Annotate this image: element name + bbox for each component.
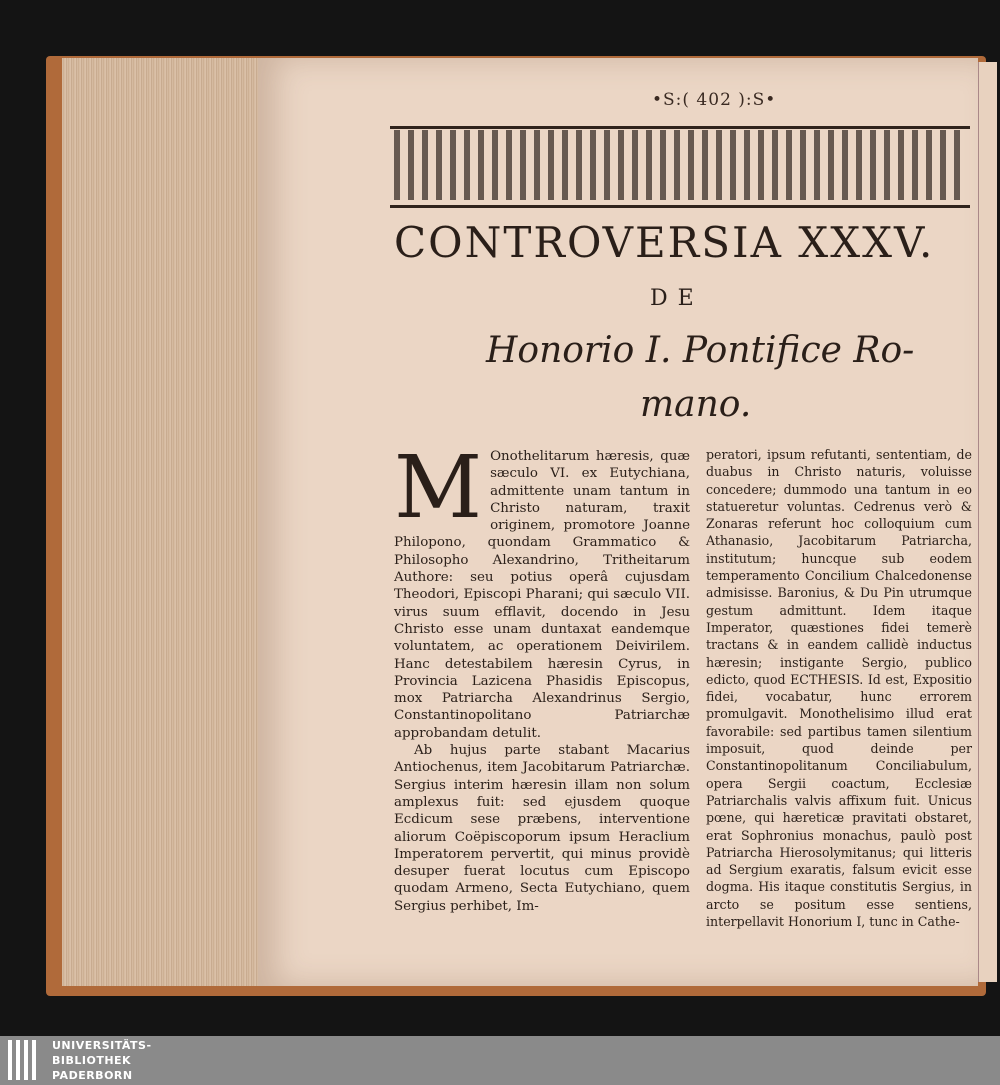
drop-cap: M — [394, 438, 483, 538]
library-logo-icon — [8, 1040, 42, 1080]
paragraph — [394, 438, 690, 742]
library-footer — [0, 1036, 1000, 1085]
paragraph: Ab hujus parte stabant Macarius Antiochenus, item Jacobitarum Patriarchæ. Sergius interim hæresin illam non solum amplexus fuit: sed ejusdem quoque Ecdicum sese præbens, interventione aliorum Coëpiscoporum ipsum Heraclium Imperatorem pervertit, qui minus providè desuper fuerat locutus cum Episcopo quodam Armeno, Secta Eutychiano, quem Sergius perhibet, Im- — [394, 743, 690, 914]
library-name-line2: BIBLIOTHEK — [52, 1054, 132, 1067]
paragraph-text: Onothelitarum hæresis, quæ sæculo VI. ex Eutychiana, admittente unam tantum in Christo naturam, traxit originem, promotore Joanne Philopono, quondam Grammatico & Philosopho Alexandrino, Tritheitarum Authore: seu potius operâ cujusdam Theodori, Episcopi Pharani; qui sæculo VII. virus suum efflavit, docendo in Jesu Christo esse unam duntaxat eandemque voluntatem, ac operationem Deivirilem. Hanc detestabilem hæresin Cyrus, in Provincia Lazicena Phasidis Episcopus, mox Patriarcha Alexandrinus Sergio, Constantinopolitano Patriarchæ approbandam detulit. — [394, 449, 690, 741]
chapter-de: DE — [650, 286, 704, 311]
chapter-subtitle-line2: mano. — [640, 384, 752, 425]
chapter-title: CONTROVERSIA XXXV. — [394, 218, 935, 267]
text-column-left — [394, 438, 690, 915]
page-number: •S:( 402 ):S• — [652, 90, 777, 110]
chapter-subtitle-line1: Honorio I. Pontifice Ro- — [486, 330, 915, 371]
page-block-edge — [62, 58, 276, 986]
next-page-edge — [978, 62, 997, 982]
text-column-right — [706, 446, 972, 930]
library-name-line1: UNIVERSITÄTS- — [52, 1039, 152, 1052]
library-name-line3: PADERBORN — [52, 1069, 133, 1082]
decorative-ornament-band — [394, 130, 968, 200]
paragraph: peratori, ipsum refutanti, sententiam, de duabus in Christo naturis, voluisse concedere; dummodo una tantum in eo statueretur voluntas. Cedrenus verò & Zonaras referunt hoc colloquium cum Athanasio, Jacobitarum Patriarcha, institutum; huncque sub eodem temperamento Concilium Chalcedonense admisisse. Baronius, & Du Pin utrumque gestum admittunt. Idem itaque Imperator, quæstiones fidei temerè tractans & in eandem callidè inductus hæresin; instigante Sergio, publico edicto, quod ECTHESIS. Id est, Expositio fidei, vocabatur, hunc errorem promulgavit. Monothelisimo illud erat favorabile: sed partibus tamen silentium imposuit, quod deinde per Constantinopolitanum Conciliabulum, opera Sergii coactum, Ecclesiæ Patriarchalis valvis affixum fuit. Unicus pœne, qui hæreticæ pravitati obstaret, erat Sophronius monachus, paulò post Patriarcha Hierosolymitanus; qui litteris ad Sergium exaratis, falsum evicit esse dogma. His itaque constitutis Sergius, in arcto se positum esse sentiens, interpellavit Honorium I, tunc in Cathe- — [706, 447, 972, 930]
